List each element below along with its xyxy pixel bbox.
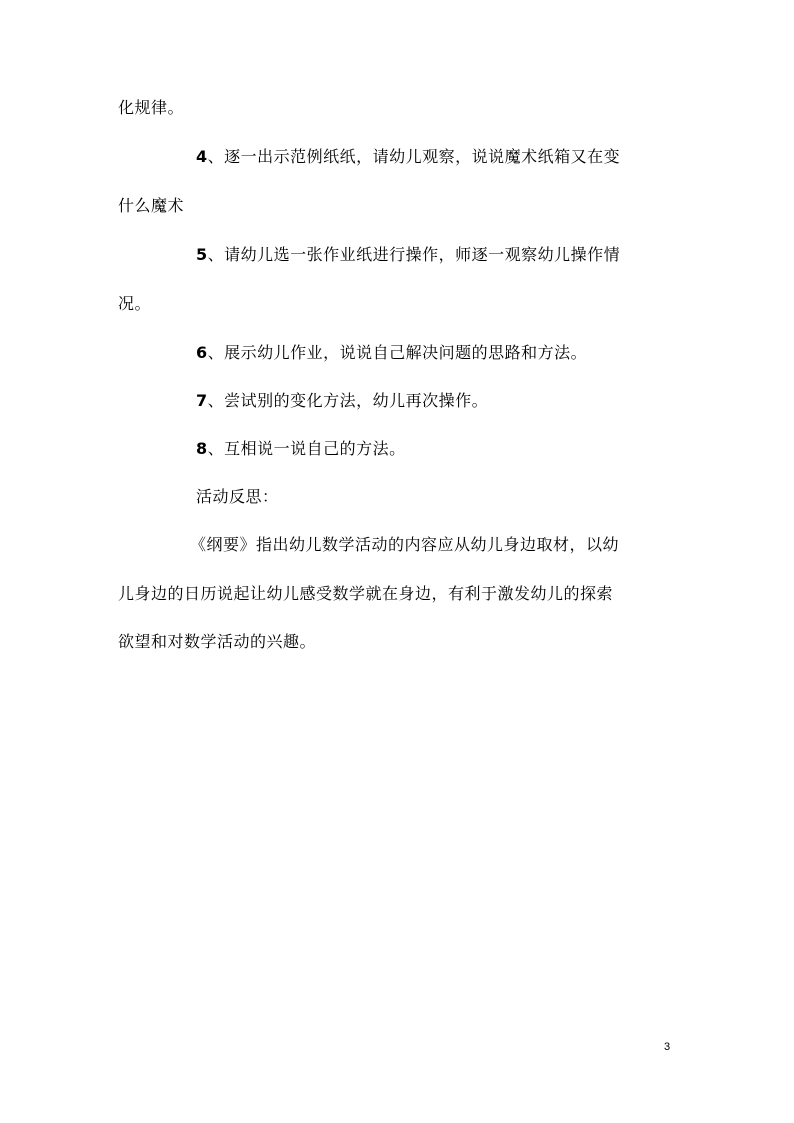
paragraph-line (190, 535, 619, 555)
text-line (118, 294, 151, 314)
line-text: 、尝试别的变化方法，幼儿再次操作。 (207, 391, 489, 410)
list-item-4 (196, 147, 620, 167)
list-item-6 (196, 343, 587, 363)
item-number: 8 (196, 439, 208, 458)
list-item-7 (196, 391, 488, 411)
text-line (118, 196, 184, 216)
line-text: 、互相说一说自己的方法。 (207, 439, 406, 458)
page-number: 3 (664, 1041, 671, 1053)
paragraph-line (118, 632, 316, 652)
item-number: 6 (196, 343, 208, 362)
text-line (118, 98, 184, 118)
line-text: 、逐一出示范例纸纸，请幼儿观察，说说魔术纸箱又在变 (207, 147, 621, 166)
line-text: 、请幼儿选一张作业纸进行操作，师逐一观察幼儿操作情 (207, 245, 621, 264)
line-text: 活动反思： (196, 487, 279, 506)
section-heading (196, 487, 279, 507)
line-text: 儿身边的日历说起让幼儿感受数学就在身边，有利于激发幼儿的探索 (118, 584, 614, 603)
line-text: 欲望和对数学活动的兴趣。 (118, 632, 317, 651)
line-text: 化规律。 (118, 98, 185, 117)
item-number: 4 (196, 147, 208, 166)
list-item-8 (196, 439, 406, 459)
paragraph-line (118, 584, 613, 604)
line-text: 什么魔术 (118, 196, 185, 215)
item-number: 7 (196, 391, 208, 410)
item-number: 5 (196, 245, 208, 264)
line-text: 况。 (118, 294, 152, 313)
line-text: 《纲要》指出幼儿数学活动的内容应从幼儿身边取材，以幼 (190, 535, 620, 554)
line-text: 、展示幼儿作业，说说自己解决问题的思路和方法。 (207, 343, 588, 362)
list-item-5 (196, 245, 620, 265)
